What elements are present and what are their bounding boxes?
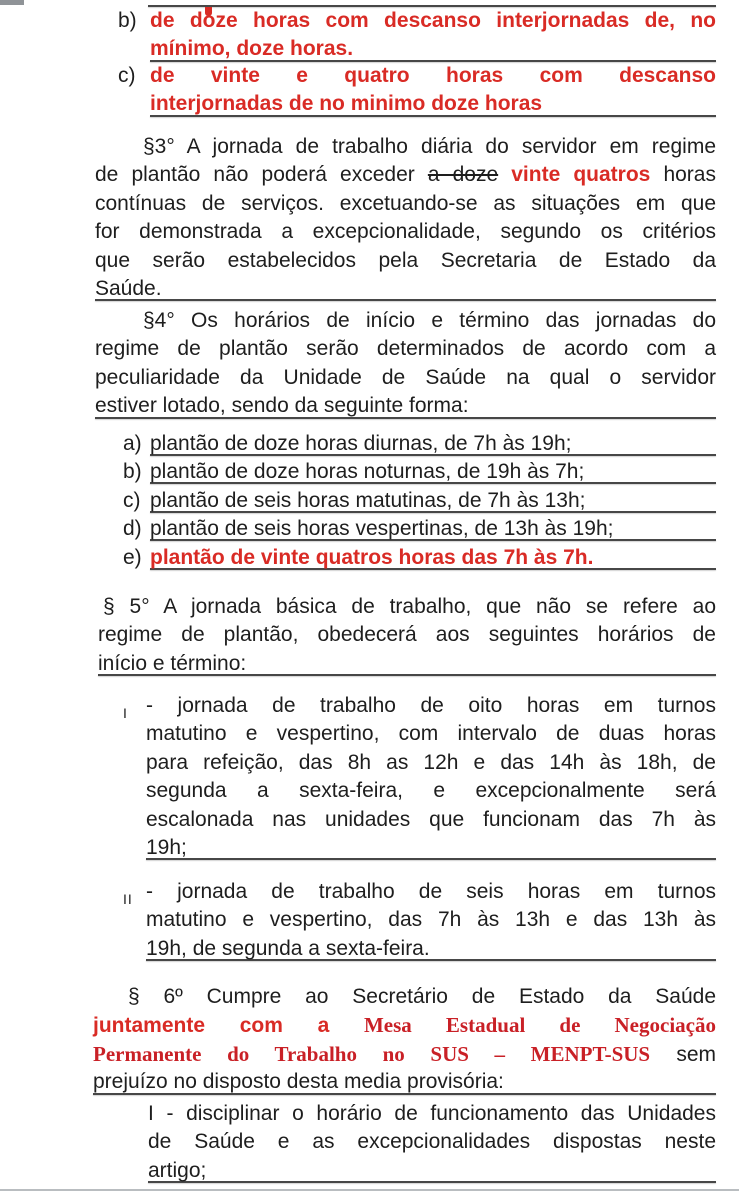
text-line: mínimo, doze horas. [150,37,354,61]
roman-marker-i: I [123,705,128,721]
text-line: matutino e vespertino, das 7h às 13h e das 13h às [146,908,716,932]
list-marker-b: b) [118,9,137,32]
text-line: §4° Os horários de início e término das jornadas do [143,309,716,332]
text-line [93,1040,716,1068]
text-line: 19h, de segunda a sexta-feira. [146,936,430,960]
text-line: escalonada nas unidades que funcionam das 7h às [146,807,716,831]
roman-item-i-final [148,1100,716,1183]
text-line: regime de plantão serão determinados de acordo com a [95,337,716,361]
text-line: regime de plantão, obedecerá aos seguintes horários de [98,623,716,647]
text-line: - jornada de trabalho de oito horas em turnos [146,694,716,717]
text-line: §3° A jornada de trabalho diária do servidor em regime [143,135,716,158]
schedule-list-item-a [123,430,716,456]
text-segment: de plantão não poderá exceder [95,163,415,187]
paragraph-3 [95,133,716,301]
clause-item-c [118,62,716,117]
text-line: artigo; [148,1158,207,1182]
list-marker-c: c) [118,64,136,87]
clause-item-b [118,7,716,62]
text-line: para refeição, das 8h as 12h e das 14h às 18h, de [146,750,716,774]
text-line: interjornadas de no minimo doze horas [150,92,543,116]
text-line [95,161,716,189]
paragraph-6 [93,983,716,1095]
text-segment: horas [663,163,716,187]
clause-underline [146,858,716,860]
schedule-list-item-c [123,487,716,513]
schedule-list-item-d [123,515,716,541]
inserted-text-serif: Permanente do Trabalho no SUS – MENPT-SUS [93,1041,651,1066]
text-line: segunda a sexta-feira, e excepcionalmente será [146,779,716,803]
paragraph-5 [98,593,716,676]
text-line: I - disciplinar o horário de funcionamento das Unidades [148,1102,716,1125]
text-line: § 5° A jornada básica de trabalho, que não se refere ao [103,595,716,618]
list-marker-a: a) [123,432,142,455]
text-line: matutino e vespertino, com intervalo de duas horas [146,722,716,746]
roman-item-i [123,692,716,860]
struck-text: a doze [427,163,499,187]
list-marker-c: c) [123,489,141,512]
list-marker-e: e) [123,546,142,569]
text-line: de doze horas com descanso interjornadas de, no [150,9,716,32]
page-bottom-divider [0,1189,739,1191]
text-line: - jornada de trabalho de seis horas em turnos [146,880,716,903]
text-line: que serão estabelecidos pela Secretaria de Estado da [95,248,716,272]
list-marker-b: b) [123,460,142,483]
text-line: contínuas de serviços. excetuando-se as situações em que [95,191,716,215]
text-line: início e término: [98,651,247,675]
text-line: peculiaridade da Unidade de Saúde na qual o servidor [95,365,716,389]
text-line: de vinte e quatro horas com descanso [150,64,716,87]
text-line: § 6º Cumpre ao Secretário de Estado da Saúde [128,985,716,1008]
text-line: 19h; [146,835,187,859]
roman-marker-ii: II [123,891,133,907]
text-segment: sem [676,1042,716,1066]
scan-corner-artifact [0,0,24,5]
text-line: de Saúde e as excepcionalidades dispostas neste [148,1130,716,1154]
text-line: estiver lotado, sendo da seguinte forma: [95,394,469,418]
inserted-text-serif: Mesa Estadual de Negociação [363,1013,716,1038]
text-line: for demonstrada a excepcionalidade, segundo os critérios [95,220,716,244]
text-line: prejuízo no disposto desta media provisória: [93,1070,504,1094]
inserted-text: juntamente com a [93,1014,330,1038]
text-line: plantão de doze horas diurnas, de 7h às 19h; [150,432,572,455]
clause-underline [95,299,716,301]
text-line: plantão de seis horas vespertinas, de 13h às 19h; [150,517,614,540]
clause-underline [148,1181,716,1183]
paragraph-4 [95,307,716,419]
roman-item-ii [123,878,716,961]
text-line [93,1011,716,1039]
text-line: plantão de seis horas matutinas, de 7h às 13h; [150,489,586,512]
schedule-list-item-e [123,544,716,570]
inserted-text: plantão de vinte quatros horas das 7h às 7h. [150,546,594,569]
text-line: plantão de doze horas noturnas, de 19h às 7h; [150,460,585,483]
list-marker-d: d) [123,517,142,540]
schedule-list-item-b [123,458,716,484]
inserted-text: vinte quatros [511,163,651,187]
text-line: Saúde. [95,276,162,300]
